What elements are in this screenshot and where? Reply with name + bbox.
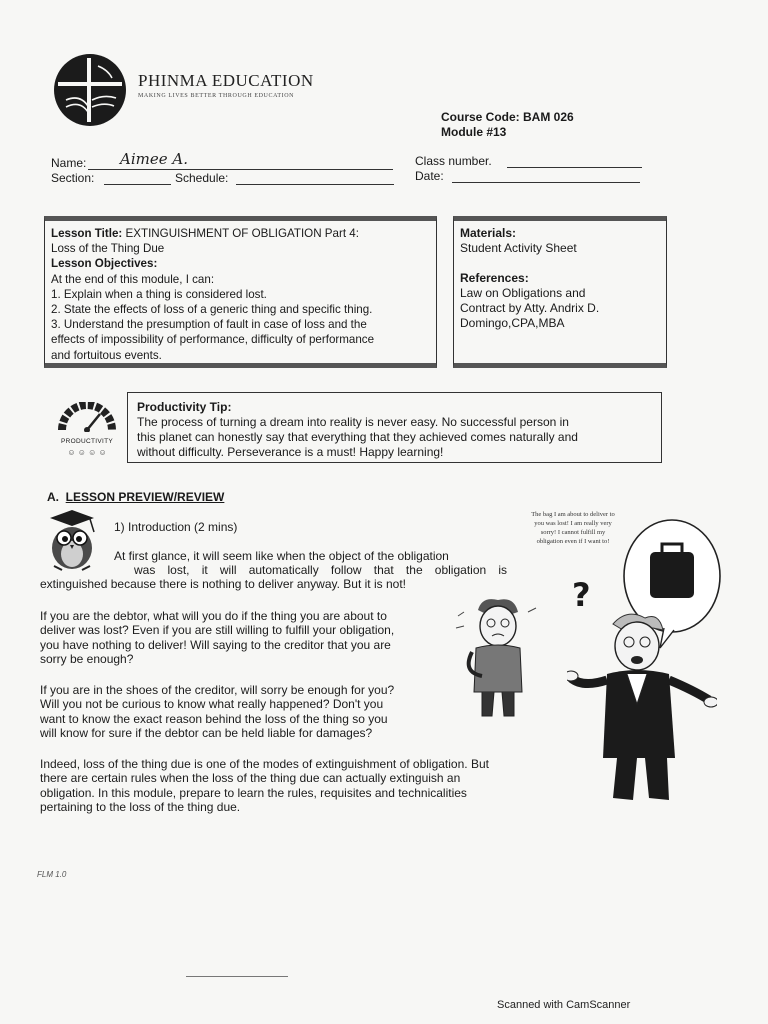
camscanner-watermark: Scanned with CamScanner <box>497 999 631 1011</box>
reference-line: Domingo,CPA,MBA <box>460 316 565 330</box>
objective-item: effects of impossibility of performance, difficulty of performance <box>51 333 375 347</box>
scan-artifact-line <box>186 976 288 977</box>
gauge-icon <box>54 402 120 432</box>
tip-box <box>127 392 662 463</box>
objective-item: 2. State the effects of loss of a generic thing and specific thing. <box>51 303 373 317</box>
apologizing-man-icon <box>567 608 717 808</box>
tip-title: Productivity Tip: <box>137 400 232 414</box>
section-label: Section: <box>51 171 95 185</box>
course-info <box>441 110 574 140</box>
paragraph-4: Indeed, loss of the thing due is one of the modes of extinguishment of obligation. But there are certain rules when the loss of the thing due can actually extinguish an obligation. In this module, prepare to learn the rules, requisites and technicalities pertaining to the loss of the thing due. <box>40 757 489 815</box>
faces-icon: ☺ ☺ ☺ ☺ <box>67 448 107 457</box>
name-label: Name: <box>51 156 87 170</box>
intro-item: 1) Introduction (2 mins) <box>114 520 238 534</box>
flm-label: FLM 1.0 <box>37 870 67 879</box>
paragraph-1-line-2: was lost, it will automatically follow that the obligation is <box>134 563 507 577</box>
objective-item: 1. Explain when a thing is considered lost. <box>51 287 267 301</box>
reference-line: Contract by Atty. Andrix D. <box>460 301 600 315</box>
references-label: References: <box>460 271 529 285</box>
schedule-field[interactable] <box>236 184 394 185</box>
lesson-box <box>44 216 437 368</box>
materials-label: Materials: <box>460 226 517 240</box>
tip-line: this planet can honestly say that everything that they achieved comes naturally and <box>137 430 578 444</box>
schedule-label: Schedule: <box>175 171 229 185</box>
question-mark-icon: ? <box>572 576 591 614</box>
objectives-intro: At the end of this module, I can: <box>51 272 215 286</box>
date-field[interactable] <box>452 182 640 183</box>
paragraph-1-line-3: extinguished because there is nothing to deliver anyway. But it is not! <box>40 577 406 591</box>
tip-line: without difficulty. Perseverance is a must! Happy learning! <box>137 445 444 459</box>
course-code: Course Code: BAM 026 <box>441 110 574 124</box>
objective-item: and fortuitous events. <box>51 348 162 362</box>
phinma-logo-icon <box>52 52 128 128</box>
brand-name: PHINMA EDUCATION <box>138 71 314 90</box>
module-number: Module #13 <box>441 125 507 139</box>
objectives-label: Lesson Objectives: <box>51 257 158 271</box>
date-label: Date: <box>415 169 444 183</box>
lesson-title-cont: Loss of the Thing Due <box>51 242 165 256</box>
materials-value: Student Activity Sheet <box>460 241 577 255</box>
tip-line: The process of turning a dream into reality is never easy. No successful person in <box>137 415 569 429</box>
lesson-title: Lesson Title: EXTINGUISHMENT OF OBLIGATION Part 4: <box>51 227 359 240</box>
class-number-label: Class number. <box>415 154 492 168</box>
brand-tagline: MAKING LIVES BETTER THROUGH EDUCATION <box>138 93 295 99</box>
paragraph-1: At first glance, it will seem like when the object of the obligation <box>114 549 449 563</box>
productivity-icon <box>54 402 120 460</box>
class-number-field[interactable] <box>507 167 642 168</box>
owl-graduate-icon <box>40 508 104 572</box>
reference-line: Law on Obligations and <box>460 286 586 300</box>
speech-caption: The bag I am about to deliver to you was lost! I am really very sorry! I cannot fulfill my obligation even if I want to! <box>531 511 615 545</box>
paragraph-2: If you are the debtor, what will you do if the thing you are about to deliver was lost? Even if you are still willing to fulfill your obligation, you have nothing to deliver! Will saying to the creditor that you are sorry be enough? <box>40 609 395 667</box>
materials-box <box>453 216 667 368</box>
section-heading: A. LESSON PREVIEW/REVIEW <box>47 490 225 504</box>
worried-man-icon <box>452 592 542 722</box>
productivity-icon-label: PRODUCTIVITY <box>61 438 113 445</box>
section-field[interactable] <box>104 184 171 185</box>
name-field[interactable]: Aimee A. <box>120 150 188 168</box>
name-line <box>88 169 393 170</box>
paragraph-3: If you are in the shoes of the creditor, will sorry be enough for you? Will you not be curious to know what really happened? Don't you want to know the exact reason behind the loss of the thing so you will know for sure if the debtor can be held liable for damages? <box>40 683 395 741</box>
objective-item: 3. Understand the presumption of fault in case of loss and the <box>51 318 367 332</box>
